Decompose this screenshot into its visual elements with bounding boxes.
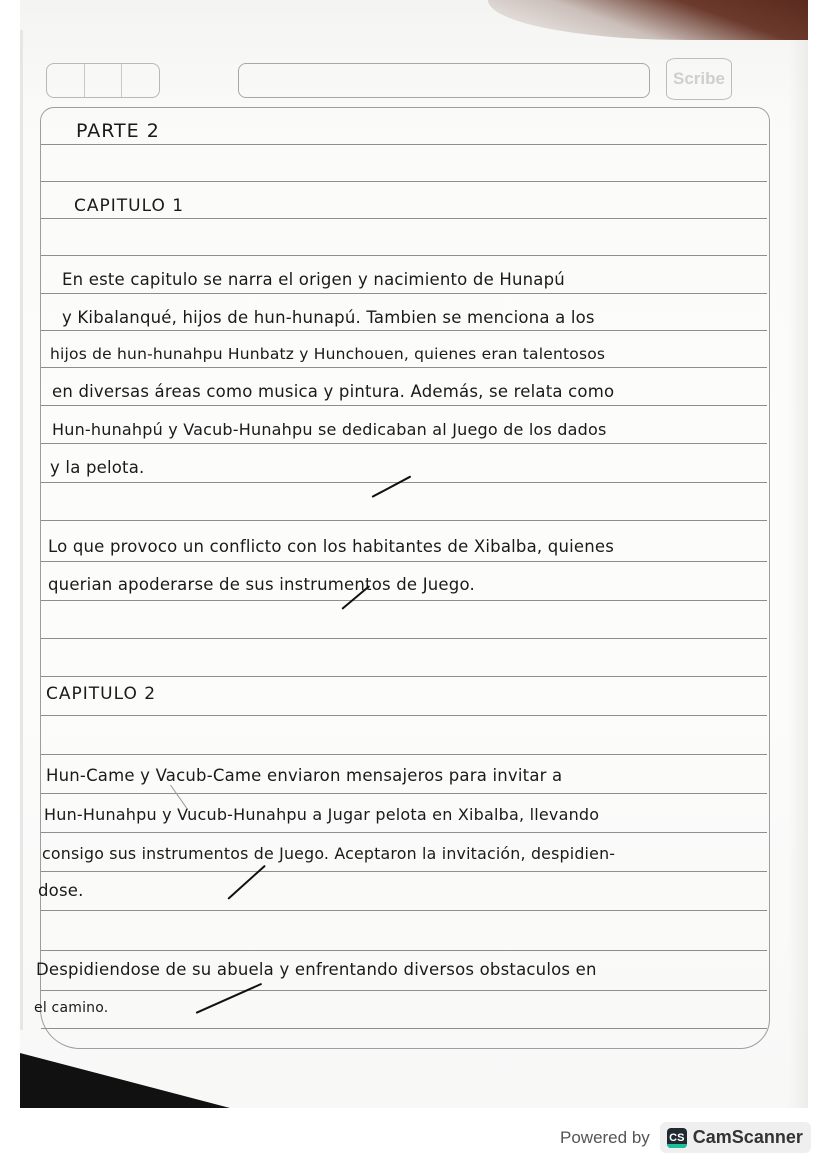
powered-by-label: Powered by <box>560 1127 650 1147</box>
chapter-2-line-5: Despidiendose de su abuela y enfrentando diversos obstaculos en <box>36 960 597 979</box>
rule-line <box>41 638 767 639</box>
rule-line <box>41 561 767 562</box>
rule-line <box>41 990 767 991</box>
page-corner-shadow <box>20 1053 230 1108</box>
page-edge-shadow <box>788 40 808 1108</box>
chapter-1-line-4: en diversas áreas como musica y pintura. Además, se relata como <box>52 382 615 401</box>
date-box-day <box>47 64 85 97</box>
rule-line <box>41 1028 767 1029</box>
rule-line <box>41 482 767 483</box>
page-left-edge <box>20 30 23 1030</box>
rule-line <box>41 405 767 406</box>
rule-line <box>41 910 767 911</box>
chapter-2-line-1: Hun-Came y Vacub-Came enviaron mensajeros para invitar a <box>46 766 563 785</box>
rule-line <box>41 144 767 145</box>
chapter-1-line-7: Lo que provoco un conflicto con los habitantes de Xibalba, quienes <box>48 537 615 556</box>
camscanner-badge[interactable] <box>660 1122 811 1153</box>
rule-line <box>41 832 767 833</box>
camscanner-watermark <box>560 1122 811 1153</box>
chapter-1-line-8: querian apoderarse de sus instrumentos de Juego. <box>48 575 475 594</box>
chapter-1-line-1: En este capitulo se narra el origen y nacimiento de Hunapú <box>62 270 565 289</box>
rule-line <box>41 255 767 256</box>
chapter-1-line-5: Hun-hunahpú y Vacub-Hunahpu se dedicaban al Juego de los dados <box>52 420 607 439</box>
rule-line <box>41 443 767 444</box>
hand-shadow <box>488 0 808 40</box>
chapter-1-title: CAPITULO 1 <box>74 196 185 216</box>
chapter-2-line-2: Hun-Hunahpu y Vucub-Hunahpu a Jugar pelota en Xibalba, llevando <box>44 805 600 824</box>
scribe-brand-logo <box>666 58 732 100</box>
rule-line <box>41 181 767 182</box>
camscanner-name: CamScanner <box>692 1127 803 1147</box>
rule-line <box>41 293 767 294</box>
chapter-1-line-6: y la pelota. <box>50 458 145 477</box>
chapter-1-line-2: y Kibalanqué, hijos de hun-hunapú. Tambien se menciona a los <box>62 308 595 327</box>
rule-line <box>41 520 767 521</box>
title-box <box>238 63 650 98</box>
camscanner-logo-icon: CS <box>667 1128 687 1148</box>
date-box-year <box>122 64 159 97</box>
date-box-month <box>85 64 123 97</box>
rule-line <box>41 676 767 677</box>
part-heading: PARTE 2 <box>76 120 160 142</box>
chapter-2-line-4: dose. <box>38 881 84 900</box>
rule-line <box>41 330 767 331</box>
rule-line <box>41 754 767 755</box>
chapter-1-line-3: hijos de hun-hunahpu Hunbatz y Hunchouen, quienes eran talentosos <box>50 345 606 363</box>
brand-label: Scribe <box>673 69 725 88</box>
rule-line <box>41 950 767 951</box>
rule-line <box>41 793 767 794</box>
chapter-2-line-3: consigo sus instrumentos de Juego. Aceptaron la invitación, despidien- <box>42 844 616 863</box>
rule-line <box>41 715 767 716</box>
rule-line <box>41 218 767 219</box>
date-boxes <box>46 63 160 98</box>
chapter-2-line-6: el camino. <box>34 1000 109 1016</box>
chapter-2-title: CAPITULO 2 <box>46 684 157 704</box>
rule-line <box>41 600 767 601</box>
rule-line <box>41 367 767 368</box>
rule-line <box>41 871 767 872</box>
